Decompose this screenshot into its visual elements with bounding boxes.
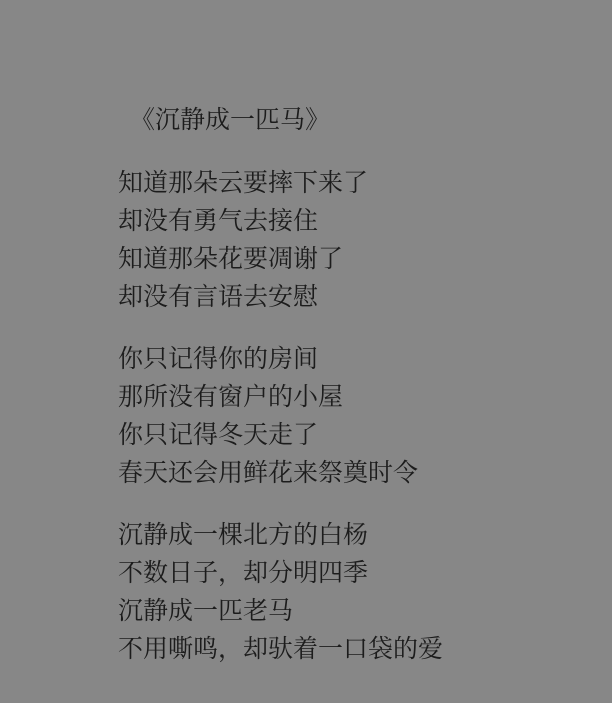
- poem-line: 知道那朵云要摔下来了: [118, 168, 369, 197]
- poem-line: 那所没有窗户的小屋: [118, 382, 344, 411]
- poem-container: [118, 100, 578, 668]
- poem-line: 你只记得冬天走了: [118, 420, 319, 449]
- poem-line: 却没有言语去安慰: [118, 282, 319, 311]
- poem-line: 却没有勇气去接住: [118, 206, 319, 235]
- poem-line: 你只记得你的房间: [118, 344, 319, 373]
- poem-line: 知道那朵花要凋谢了: [118, 244, 344, 273]
- page-title: 《沉静成一匹马》: [130, 105, 331, 134]
- stanza-3: [118, 516, 578, 668]
- stanza-2: [118, 340, 578, 492]
- poem-line: 春天还会用鲜花来祭奠时令: [118, 458, 419, 487]
- poem-line: 沉静成一匹老马: [118, 596, 294, 625]
- poem-line: 不用嘶鸣，却驮着一口袋的爱: [118, 634, 444, 663]
- stanza-1: [118, 164, 578, 316]
- poem-line: 不数日子，却分明四季: [118, 558, 369, 587]
- poem-line: 沉静成一棵北方的白杨: [118, 520, 369, 549]
